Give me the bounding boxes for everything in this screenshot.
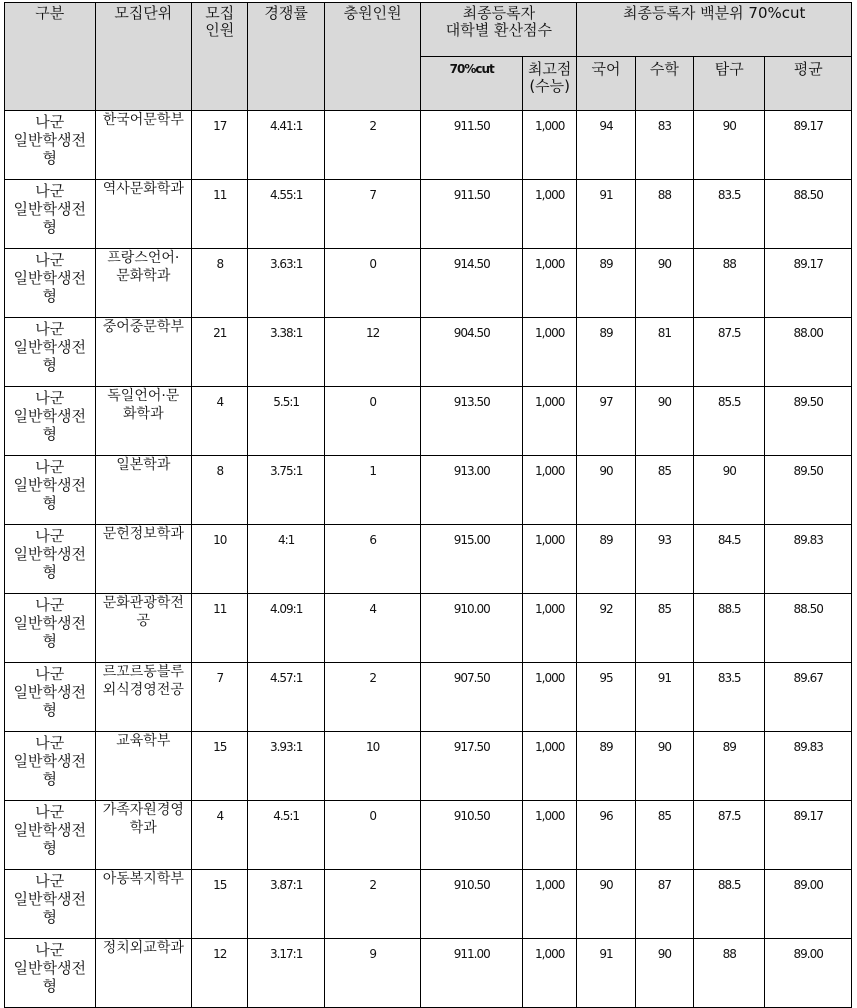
cut70-cell: 911.50 — [421, 111, 523, 180]
unit-cell: 문화관광학전 공 — [95, 594, 192, 663]
header-additional: 충원인원 — [324, 3, 421, 111]
table-row — [5, 801, 852, 870]
average-cell: 88.00 — [765, 318, 852, 387]
header-competition: 경쟁률 — [248, 3, 324, 111]
math-cell: 90 — [635, 732, 693, 801]
competition-cell: 3.63:1 — [248, 249, 324, 318]
additional-cell: 1 — [324, 456, 421, 525]
category-cell: 나군 일반학생전 형 — [5, 594, 96, 663]
table-row — [5, 732, 852, 801]
category-cell: 나군 일반학생전 형 — [5, 525, 96, 594]
header-score-group: 최종등록자 대학별 환산점수 — [421, 3, 577, 57]
header-category: 구분 — [5, 3, 96, 111]
math-cell: 87 — [635, 870, 693, 939]
math-cell: 85 — [635, 594, 693, 663]
max-score-cell: 1,000 — [523, 180, 577, 249]
additional-cell: 0 — [324, 801, 421, 870]
header-percentile-group: 최종등록자 백분위 70%cut — [577, 3, 852, 57]
unit-cell: 교육학부 — [95, 732, 192, 801]
header-max: 최고점 (수능) — [523, 57, 577, 111]
unit-cell: 아동복지학부 — [95, 870, 192, 939]
quota-cell: 17 — [192, 111, 248, 180]
header-math: 수학 — [635, 57, 693, 111]
math-cell: 85 — [635, 801, 693, 870]
quota-cell: 11 — [192, 180, 248, 249]
korean-cell: 96 — [577, 801, 635, 870]
quota-cell: 21 — [192, 318, 248, 387]
quota-cell: 7 — [192, 663, 248, 732]
competition-cell: 3.17:1 — [248, 939, 324, 1008]
unit-cell: 가족자원경영 학과 — [95, 801, 192, 870]
quota-cell: 8 — [192, 456, 248, 525]
average-cell: 89.17 — [765, 111, 852, 180]
korean-cell: 90 — [577, 456, 635, 525]
category-cell: 나군 일반학생전 형 — [5, 249, 96, 318]
category-cell: 나군 일반학생전 형 — [5, 111, 96, 180]
header-average: 평균 — [765, 57, 852, 111]
korean-cell: 94 — [577, 111, 635, 180]
inquiry-cell: 85.5 — [694, 387, 765, 456]
competition-cell: 4.57:1 — [248, 663, 324, 732]
max-score-cell: 1,000 — [523, 870, 577, 939]
competition-cell: 3.93:1 — [248, 732, 324, 801]
inquiry-cell: 83.5 — [694, 180, 765, 249]
additional-cell: 0 — [324, 387, 421, 456]
header-unit: 모집단위 — [95, 3, 192, 111]
header-inquiry: 탐구 — [694, 57, 765, 111]
header-korean: 국어 — [577, 57, 635, 111]
table-row — [5, 525, 852, 594]
math-cell: 90 — [635, 249, 693, 318]
inquiry-cell: 84.5 — [694, 525, 765, 594]
max-score-cell: 1,000 — [523, 939, 577, 1008]
max-score-cell: 1,000 — [523, 801, 577, 870]
max-score-cell: 1,000 — [523, 456, 577, 525]
cut70-cell: 913.00 — [421, 456, 523, 525]
category-cell: 나군 일반학생전 형 — [5, 180, 96, 249]
table-header — [5, 3, 852, 111]
inquiry-cell: 89 — [694, 732, 765, 801]
max-score-cell: 1,000 — [523, 111, 577, 180]
korean-cell: 97 — [577, 387, 635, 456]
category-cell: 나군 일반학생전 형 — [5, 870, 96, 939]
average-cell: 88.50 — [765, 594, 852, 663]
average-cell: 88.50 — [765, 180, 852, 249]
average-cell: 89.17 — [765, 249, 852, 318]
quota-cell: 4 — [192, 801, 248, 870]
max-score-cell: 1,000 — [523, 594, 577, 663]
competition-cell: 3.87:1 — [248, 870, 324, 939]
inquiry-cell: 88.5 — [694, 870, 765, 939]
cut70-cell: 917.50 — [421, 732, 523, 801]
category-cell: 나군 일반학생전 형 — [5, 318, 96, 387]
quota-cell: 15 — [192, 732, 248, 801]
header-quota: 모집 인원 — [192, 3, 248, 111]
korean-cell: 89 — [577, 525, 635, 594]
max-score-cell: 1,000 — [523, 387, 577, 456]
category-cell: 나군 일반학생전 형 — [5, 801, 96, 870]
category-cell: 나군 일반학생전 형 — [5, 939, 96, 1008]
competition-cell: 4:1 — [248, 525, 324, 594]
average-cell: 89.83 — [765, 525, 852, 594]
inquiry-cell: 88.5 — [694, 594, 765, 663]
table-row — [5, 180, 852, 249]
quota-cell: 4 — [192, 387, 248, 456]
korean-cell: 95 — [577, 663, 635, 732]
korean-cell: 89 — [577, 732, 635, 801]
quota-cell: 10 — [192, 525, 248, 594]
cut70-cell: 907.50 — [421, 663, 523, 732]
inquiry-cell: 87.5 — [694, 801, 765, 870]
unit-cell: 프랑스언어· 문화학과 — [95, 249, 192, 318]
additional-cell: 12 — [324, 318, 421, 387]
average-cell: 89.83 — [765, 732, 852, 801]
additional-cell: 6 — [324, 525, 421, 594]
additional-cell: 9 — [324, 939, 421, 1008]
competition-cell: 5.5:1 — [248, 387, 324, 456]
cut70-cell: 910.00 — [421, 594, 523, 663]
math-cell: 88 — [635, 180, 693, 249]
table-row — [5, 387, 852, 456]
average-cell: 89.67 — [765, 663, 852, 732]
unit-cell: 일본학과 — [95, 456, 192, 525]
competition-cell: 4.55:1 — [248, 180, 324, 249]
additional-cell: 10 — [324, 732, 421, 801]
korean-cell: 89 — [577, 318, 635, 387]
cut70-cell: 904.50 — [421, 318, 523, 387]
korean-cell: 91 — [577, 180, 635, 249]
korean-cell: 92 — [577, 594, 635, 663]
competition-cell: 3.38:1 — [248, 318, 324, 387]
quota-cell: 15 — [192, 870, 248, 939]
additional-cell: 2 — [324, 111, 421, 180]
additional-cell: 7 — [324, 180, 421, 249]
table-row — [5, 663, 852, 732]
math-cell: 91 — [635, 663, 693, 732]
average-cell: 89.50 — [765, 456, 852, 525]
category-cell: 나군 일반학생전 형 — [5, 456, 96, 525]
math-cell: 90 — [635, 387, 693, 456]
korean-cell: 89 — [577, 249, 635, 318]
additional-cell: 2 — [324, 663, 421, 732]
max-score-cell: 1,000 — [523, 663, 577, 732]
inquiry-cell: 88 — [694, 939, 765, 1008]
unit-cell: 중어중문학부 — [95, 318, 192, 387]
math-cell: 90 — [635, 939, 693, 1008]
quota-cell: 12 — [192, 939, 248, 1008]
cut70-cell: 915.00 — [421, 525, 523, 594]
inquiry-cell: 87.5 — [694, 318, 765, 387]
inquiry-cell: 83.5 — [694, 663, 765, 732]
cut70-cell: 910.50 — [421, 870, 523, 939]
unit-cell: 정치외교학과 — [95, 939, 192, 1008]
inquiry-cell: 90 — [694, 111, 765, 180]
competition-cell: 3.75:1 — [248, 456, 324, 525]
category-cell: 나군 일반학생전 형 — [5, 732, 96, 801]
unit-cell: 역사문화학과 — [95, 180, 192, 249]
korean-cell: 90 — [577, 870, 635, 939]
average-cell: 89.00 — [765, 870, 852, 939]
admission-results-table — [4, 2, 852, 1008]
cut70-cell: 913.50 — [421, 387, 523, 456]
average-cell: 89.50 — [765, 387, 852, 456]
cut70-cell: 910.50 — [421, 801, 523, 870]
table-row — [5, 249, 852, 318]
unit-cell: 한국어문학부 — [95, 111, 192, 180]
inquiry-cell: 90 — [694, 456, 765, 525]
max-score-cell: 1,000 — [523, 525, 577, 594]
competition-cell: 4.09:1 — [248, 594, 324, 663]
category-cell: 나군 일반학생전 형 — [5, 663, 96, 732]
category-cell: 나군 일반학생전 형 — [5, 387, 96, 456]
math-cell: 83 — [635, 111, 693, 180]
math-cell: 93 — [635, 525, 693, 594]
table-row — [5, 594, 852, 663]
cut70-cell: 914.50 — [421, 249, 523, 318]
table-row — [5, 111, 852, 180]
math-cell: 81 — [635, 318, 693, 387]
unit-cell: 독일언어·문 화학과 — [95, 387, 192, 456]
quota-cell: 8 — [192, 249, 248, 318]
competition-cell: 4.5:1 — [248, 801, 324, 870]
max-score-cell: 1,000 — [523, 249, 577, 318]
average-cell: 89.00 — [765, 939, 852, 1008]
additional-cell: 0 — [324, 249, 421, 318]
math-cell: 85 — [635, 456, 693, 525]
max-score-cell: 1,000 — [523, 318, 577, 387]
table-row — [5, 870, 852, 939]
table-body — [5, 111, 852, 1008]
quota-cell: 11 — [192, 594, 248, 663]
cut70-cell: 911.50 — [421, 180, 523, 249]
table-row — [5, 318, 852, 387]
max-score-cell: 1,000 — [523, 732, 577, 801]
table-row — [5, 939, 852, 1008]
table-row — [5, 456, 852, 525]
korean-cell: 91 — [577, 939, 635, 1008]
unit-cell: 르꼬르동블루 외식경영전공 — [95, 663, 192, 732]
average-cell: 89.17 — [765, 801, 852, 870]
unit-cell: 문헌정보학과 — [95, 525, 192, 594]
competition-cell: 4.41:1 — [248, 111, 324, 180]
additional-cell: 4 — [324, 594, 421, 663]
header-70cut: 70%cut — [421, 57, 523, 111]
additional-cell: 2 — [324, 870, 421, 939]
cut70-cell: 911.00 — [421, 939, 523, 1008]
inquiry-cell: 88 — [694, 249, 765, 318]
